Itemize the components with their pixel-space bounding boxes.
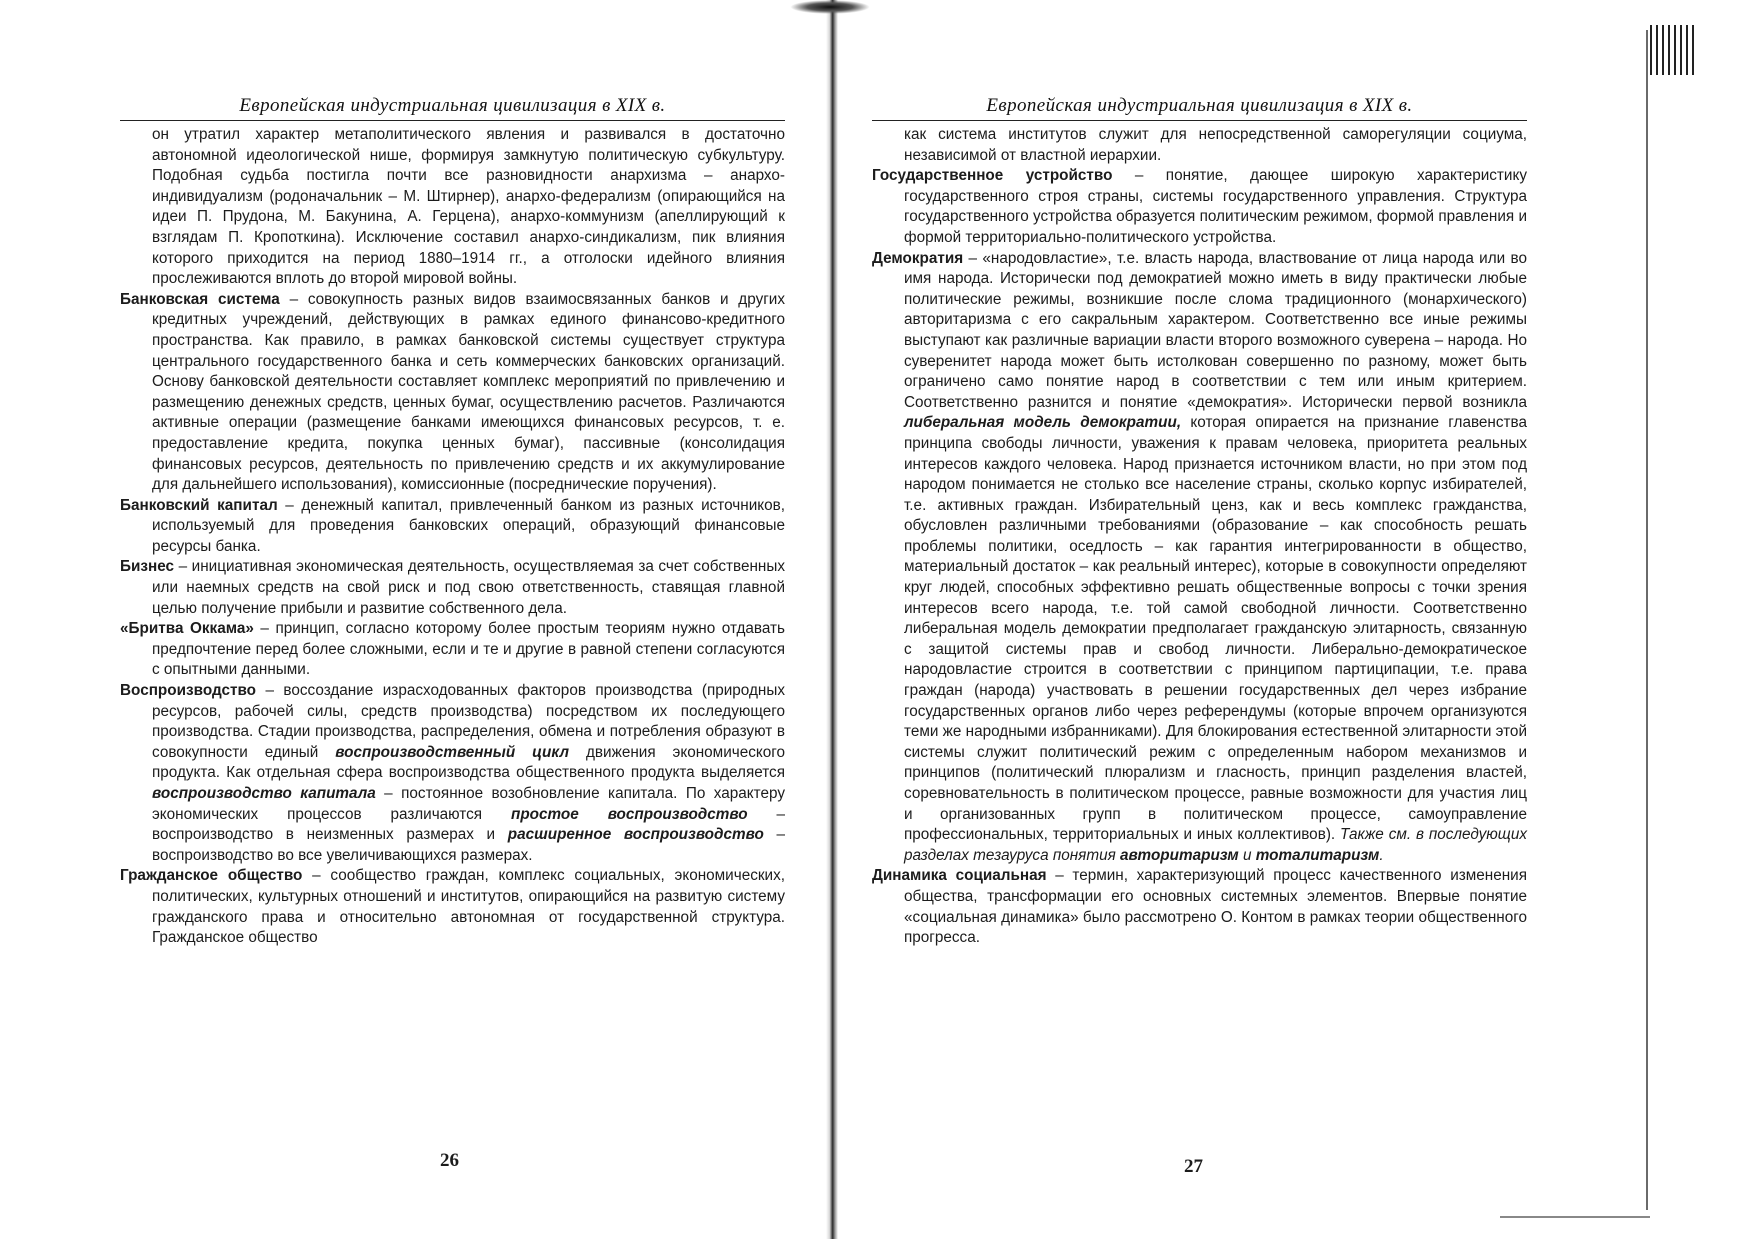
continuation-paragraph: он утратил характер метаполитического явления и развивался в достаточно автономной идеологической нише, формируя замкнутую политическую субкультуру. Подобная судьба постигла почти все разновидности анархизма – анархо-индивидуализм (родоначальник – М. Штирнер), анархо-федерализм (опирающийся на идеи П. Прудона, М. Бакунина, А. Герцена), анархо-коммунизм (апеллирующий к взглядам П. Кропоткина). Исключение составил анархо-синдикализм, пик влияния которого приходится на период 1880–1914 гг., а отголоски идейного влияния прослеживаются вплоть до второй мировой войны. (152, 126, 785, 288)
entry-occams-razor (120, 619, 785, 681)
right-page-text (872, 125, 1527, 949)
scan-edge-marks (1650, 25, 1694, 75)
page-number-left: 26 (440, 1150, 459, 1171)
emphasized-term: расширенное воспроизводство (507, 826, 764, 844)
entry-term: Воспроизводство (120, 682, 257, 700)
entry-definition: – совокупность разных видов взаимосвязанных банков и других кредитных учреждений, действующих в рамках единого финансово-кредитного пространства. Как правило, в рамках банковской системы существует структура центрального государственного банка и сеть коммерческих банковских организаций. Основу банковской деятельности составляет комплекс мероприятий по привлечению и размещению денежных средств, ценных бумаг, осуществлению расчетов. Различаются активные операции (размещение банками имеющихся финансовых ресурсов, т. е. предоставление кредита, покупка ценных бумаг), пассивные (консолидация финансовых ресурсов, деятельность по привлечению средств и их аккумулирование для дальнейшего использования), комиссионные (посреднические поручения). (152, 290, 785, 494)
entry-bank-system (120, 290, 785, 496)
entry-term: Бизнес (120, 558, 175, 576)
entry-term: Банковская система (120, 290, 280, 308)
left-page-text (120, 125, 785, 949)
page-number-right: 27 (1184, 1156, 1203, 1177)
definition-part: – воспроизводство в неизменных размерах и (152, 805, 785, 844)
right-page (872, 95, 1527, 949)
definition-part: которая опирается на признание главенства принципа свободы личности, уважения к правам человека, приоритета реальных интересов каждого человека. Народ признается источником власти, но при этом под народом понимается не столько все население страны, сколько корпус избирателей, т.е. активных граждан. Избирательный ценз, как и весь комплекс гражданства, обусловлен различными требованиями (образование – как способность решать проблемы политики, оседлость – как гарантия интегрированности в общество, материальный достаток – как реальный интерес), которые в совокупности определяют круг людей, способных эффективно решать общественные вопросы с точки зрения интересов всего народа, т.е. той самой свободной личности. Соответственно либеральная модель демократии предполагает гражданскую элитарность, связанную с защитой системы прав и свобод личности. Либерально-демократическое народовластие строится в соответствии с принципом партиципации, т.е. права граждан (народа) участвовать в решении государственных дел через избрание государственных органов либо через референдумы (которые впрочем организуются теми же народными избранниками). Для блокирования естественной элитарности этой системы служит политический режим с определенным набором механизмов и принципов (политический плюрализм и гласность, принцип разделения властей, соревновательность в политическом процессе, равные возможности для участия лиц и организованных групп в политическом процессе, самоуправление профессиональных, территориальных и иных коллективов). (904, 414, 1527, 844)
entry-definition: – инициативная экономическая деятельность, осуществляемая за счет собственных или наемных средств на свой риск и под свою ответственность, ставящая главной целью получение прибыли и развитие собственного дела. (152, 558, 785, 617)
running-header-left: Европейская индустриальная цивилизация в XIX в. (120, 95, 785, 121)
cross-reference: . (1379, 846, 1384, 864)
cross-reference: и (1238, 846, 1256, 864)
emphasized-term: воспроизводство капитала (152, 785, 376, 802)
definition-part: – воспроизводство во все увеличивающихся размерах. (152, 826, 785, 864)
running-header-right: Европейская индустриальная цивилизация в XIX в. (872, 95, 1527, 121)
entry-definition: – термин, характеризующий процесс качественного изменения общества, трансформации его основных системных элементов. Впервые понятие «социальная динамика» было рассмотрено О. Контом в рамках теории общественного прогресса. (904, 867, 1528, 947)
entry-social-dynamics (872, 866, 1527, 948)
definition-part: движения экономического продукта. Как отдельная сфера воспроизводства общественного продукта выделяется (152, 743, 785, 782)
entry-term: Демократия (872, 249, 964, 267)
cross-reference: Также см. в последующих разделах тезауруса понятия (904, 826, 1527, 864)
scan-artifact-top (790, 0, 870, 14)
emphasized-term: простое воспроизводство (510, 805, 748, 823)
continuation-paragraph: как система институтов служит для непосредственной саморегуляции социума, независимой от властной иерархии. (904, 126, 1527, 164)
left-page (120, 95, 785, 949)
emphasized-term: воспроизводственный цикл (335, 743, 570, 761)
entry-term: Банковский капитал (120, 496, 278, 514)
cross-reference-term: тоталитаризм (1255, 846, 1380, 864)
definition-part: – воссоздание израсходованных факторов производства (природных ресурсов, рабочей силы, средств производства) посредством их последующего производства. Стадии производства, распределения, обмена и потребления образуют в совокупности единый (152, 682, 785, 761)
cross-reference-term: авторитаризм (1120, 846, 1239, 864)
entry-definition: – денежный капитал, привлеченный банком из разных источников, используемый для проведения банковских операций, образующий финансовые ресурсы банка. (152, 496, 785, 555)
entry-definition: – принцип, согласно которому более простым теориям нужно отдавать предпочтение перед более сложными, если и те и другие в равной степени согласуются с опытными данными. (152, 620, 785, 679)
entry-term: Гражданское общество (120, 867, 303, 885)
entry-bank-capital (120, 496, 785, 558)
entry-democracy (872, 249, 1527, 867)
entry-term: «Бритва Оккама» (120, 620, 254, 638)
entry-state-structure (872, 166, 1527, 248)
entry-term: Государственное устройство (872, 167, 1113, 185)
emphasized-term: либеральная модель демократии, (904, 414, 1182, 432)
definition-part: – постоянное возобновление капитала. По характеру экономических процессов различаются (152, 785, 785, 823)
book-spine (826, 0, 838, 1239)
entry-definition: – сообщество граждан, комплекс социальных, экономических, политических, культурных отношений и институтов, опирающийся на развитую систему гражданского права и относительно автономная от государственной структура. Гражданское общество (152, 867, 785, 947)
entry-definition: – понятие, дающее широкую характеристику государственного строя страны, системы государственного управления. Структура государственного устройства образуется политическим режимом, формой правления и формой территориально-политического устройства. (904, 167, 1527, 246)
entry-term: Динамика социальная (872, 867, 1047, 885)
entry-business (120, 557, 785, 619)
entry-civil-society (120, 866, 785, 948)
page-edge-right (1646, 30, 1648, 1210)
definition-part: – «народовластие», т.е. власть народа, властвование от лица народа или во имя народа. Исторически под демократией можно иметь в виду практически любые политические режимы, возникшие после слома традиционного (монархического) авторитаризма с его сакральным характером. Соответственно все иные режимы выступают как различные вариации власти второго возможного суверена – народа. Но суверенитет народа может быть истолкован совершенно по разному, может быть ограничено само понятие народ в соответствии с тем или иным критерием. Соответственно разнится и понятие «демократия». Исторически первой возникла (904, 249, 1527, 411)
page-edge-bottom (1500, 1216, 1650, 1218)
entry-reproduction (120, 681, 785, 866)
